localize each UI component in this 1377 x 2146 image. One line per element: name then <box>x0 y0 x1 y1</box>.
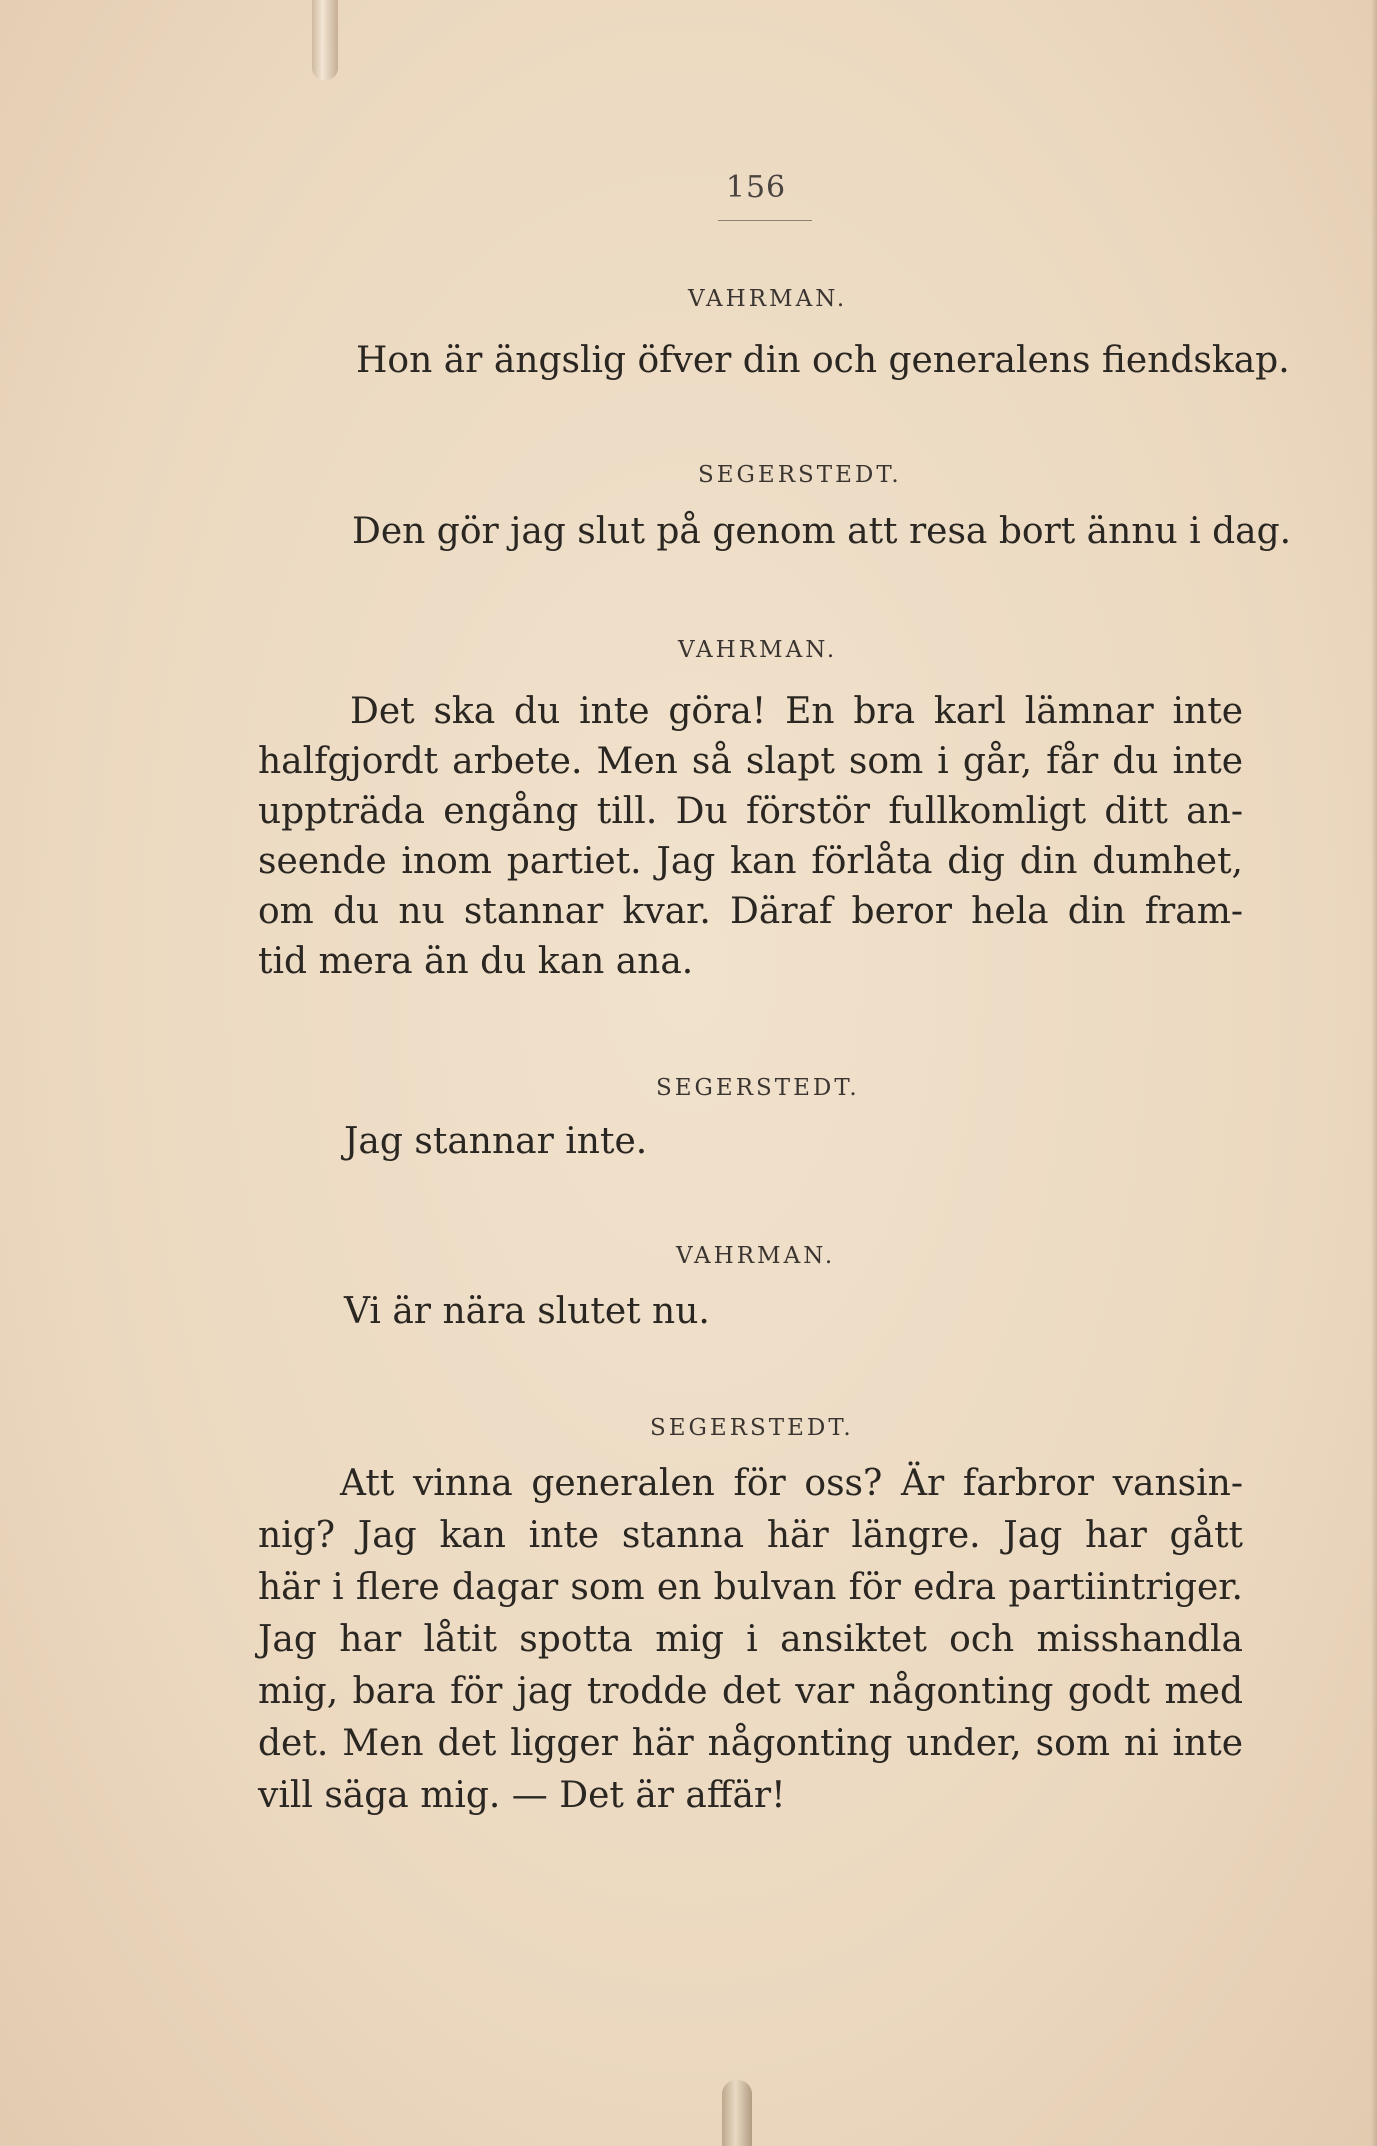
dialogue-line: Vi är nära slutet nu. <box>344 1291 710 1332</box>
dialogue-line: nig? Jag kan inte stanna här längre. Jag har gått <box>258 1515 1243 1556</box>
speaker-name: SEGERSTEDT. <box>650 1415 854 1441</box>
dialogue-line: Hon är ängslig öfver din och generalens fiendskap. <box>356 340 1290 381</box>
speaker-name: VAHRMAN. <box>676 1243 836 1269</box>
dialogue-line: vill säga mig. — Det är affär! <box>258 1775 786 1816</box>
binding-thread-top <box>312 0 338 80</box>
dialogue-line: tid mera än du kan ana. <box>258 941 694 982</box>
dialogue-line: Att vinna generalen för oss? Är farbror vansin- <box>340 1463 1243 1504</box>
dialogue-line: seende inom partiet. Jag kan förlåta dig din dumhet, <box>258 841 1243 882</box>
dialogue-line: Jag stannar inte. <box>344 1121 648 1162</box>
dialogue-line: här i flere dagar som en bulvan för edra partiintriger. <box>258 1567 1243 1608</box>
dialogue-line: om du nu stannar kvar. Däraf beror hela din fram- <box>258 891 1243 932</box>
page-number: 156 <box>725 170 787 205</box>
dialogue-line: det. Men det ligger här någonting under, som ni inte <box>258 1723 1243 1764</box>
dialogue-line: halfgjordt arbete. Men så slapt som i går, får du inte <box>258 741 1243 782</box>
dialogue-line: uppträda engång till. Du förstör fullkomligt ditt an- <box>258 791 1243 832</box>
dialogue-line: Det ska du inte göra! En bra karl lämnar inte <box>350 691 1243 732</box>
dialogue-line: Den gör jag slut på genom att resa bort ännu i dag. <box>352 511 1292 552</box>
binding-thread-bottom <box>722 2080 752 2146</box>
dialogue-line: mig, bara för jag trodde det var någonting godt med <box>258 1671 1243 1712</box>
page-number-rule <box>718 220 812 221</box>
speaker-name: VAHRMAN. <box>688 286 848 312</box>
speaker-name: VAHRMAN. <box>678 637 838 663</box>
speaker-name: SEGERSTEDT. <box>656 1075 860 1101</box>
speaker-name: SEGERSTEDT. <box>698 462 902 488</box>
page-edge-shadow <box>1371 0 1377 2146</box>
dialogue-line: Jag har låtit spotta mig i ansiktet och misshandla <box>258 1619 1243 1660</box>
